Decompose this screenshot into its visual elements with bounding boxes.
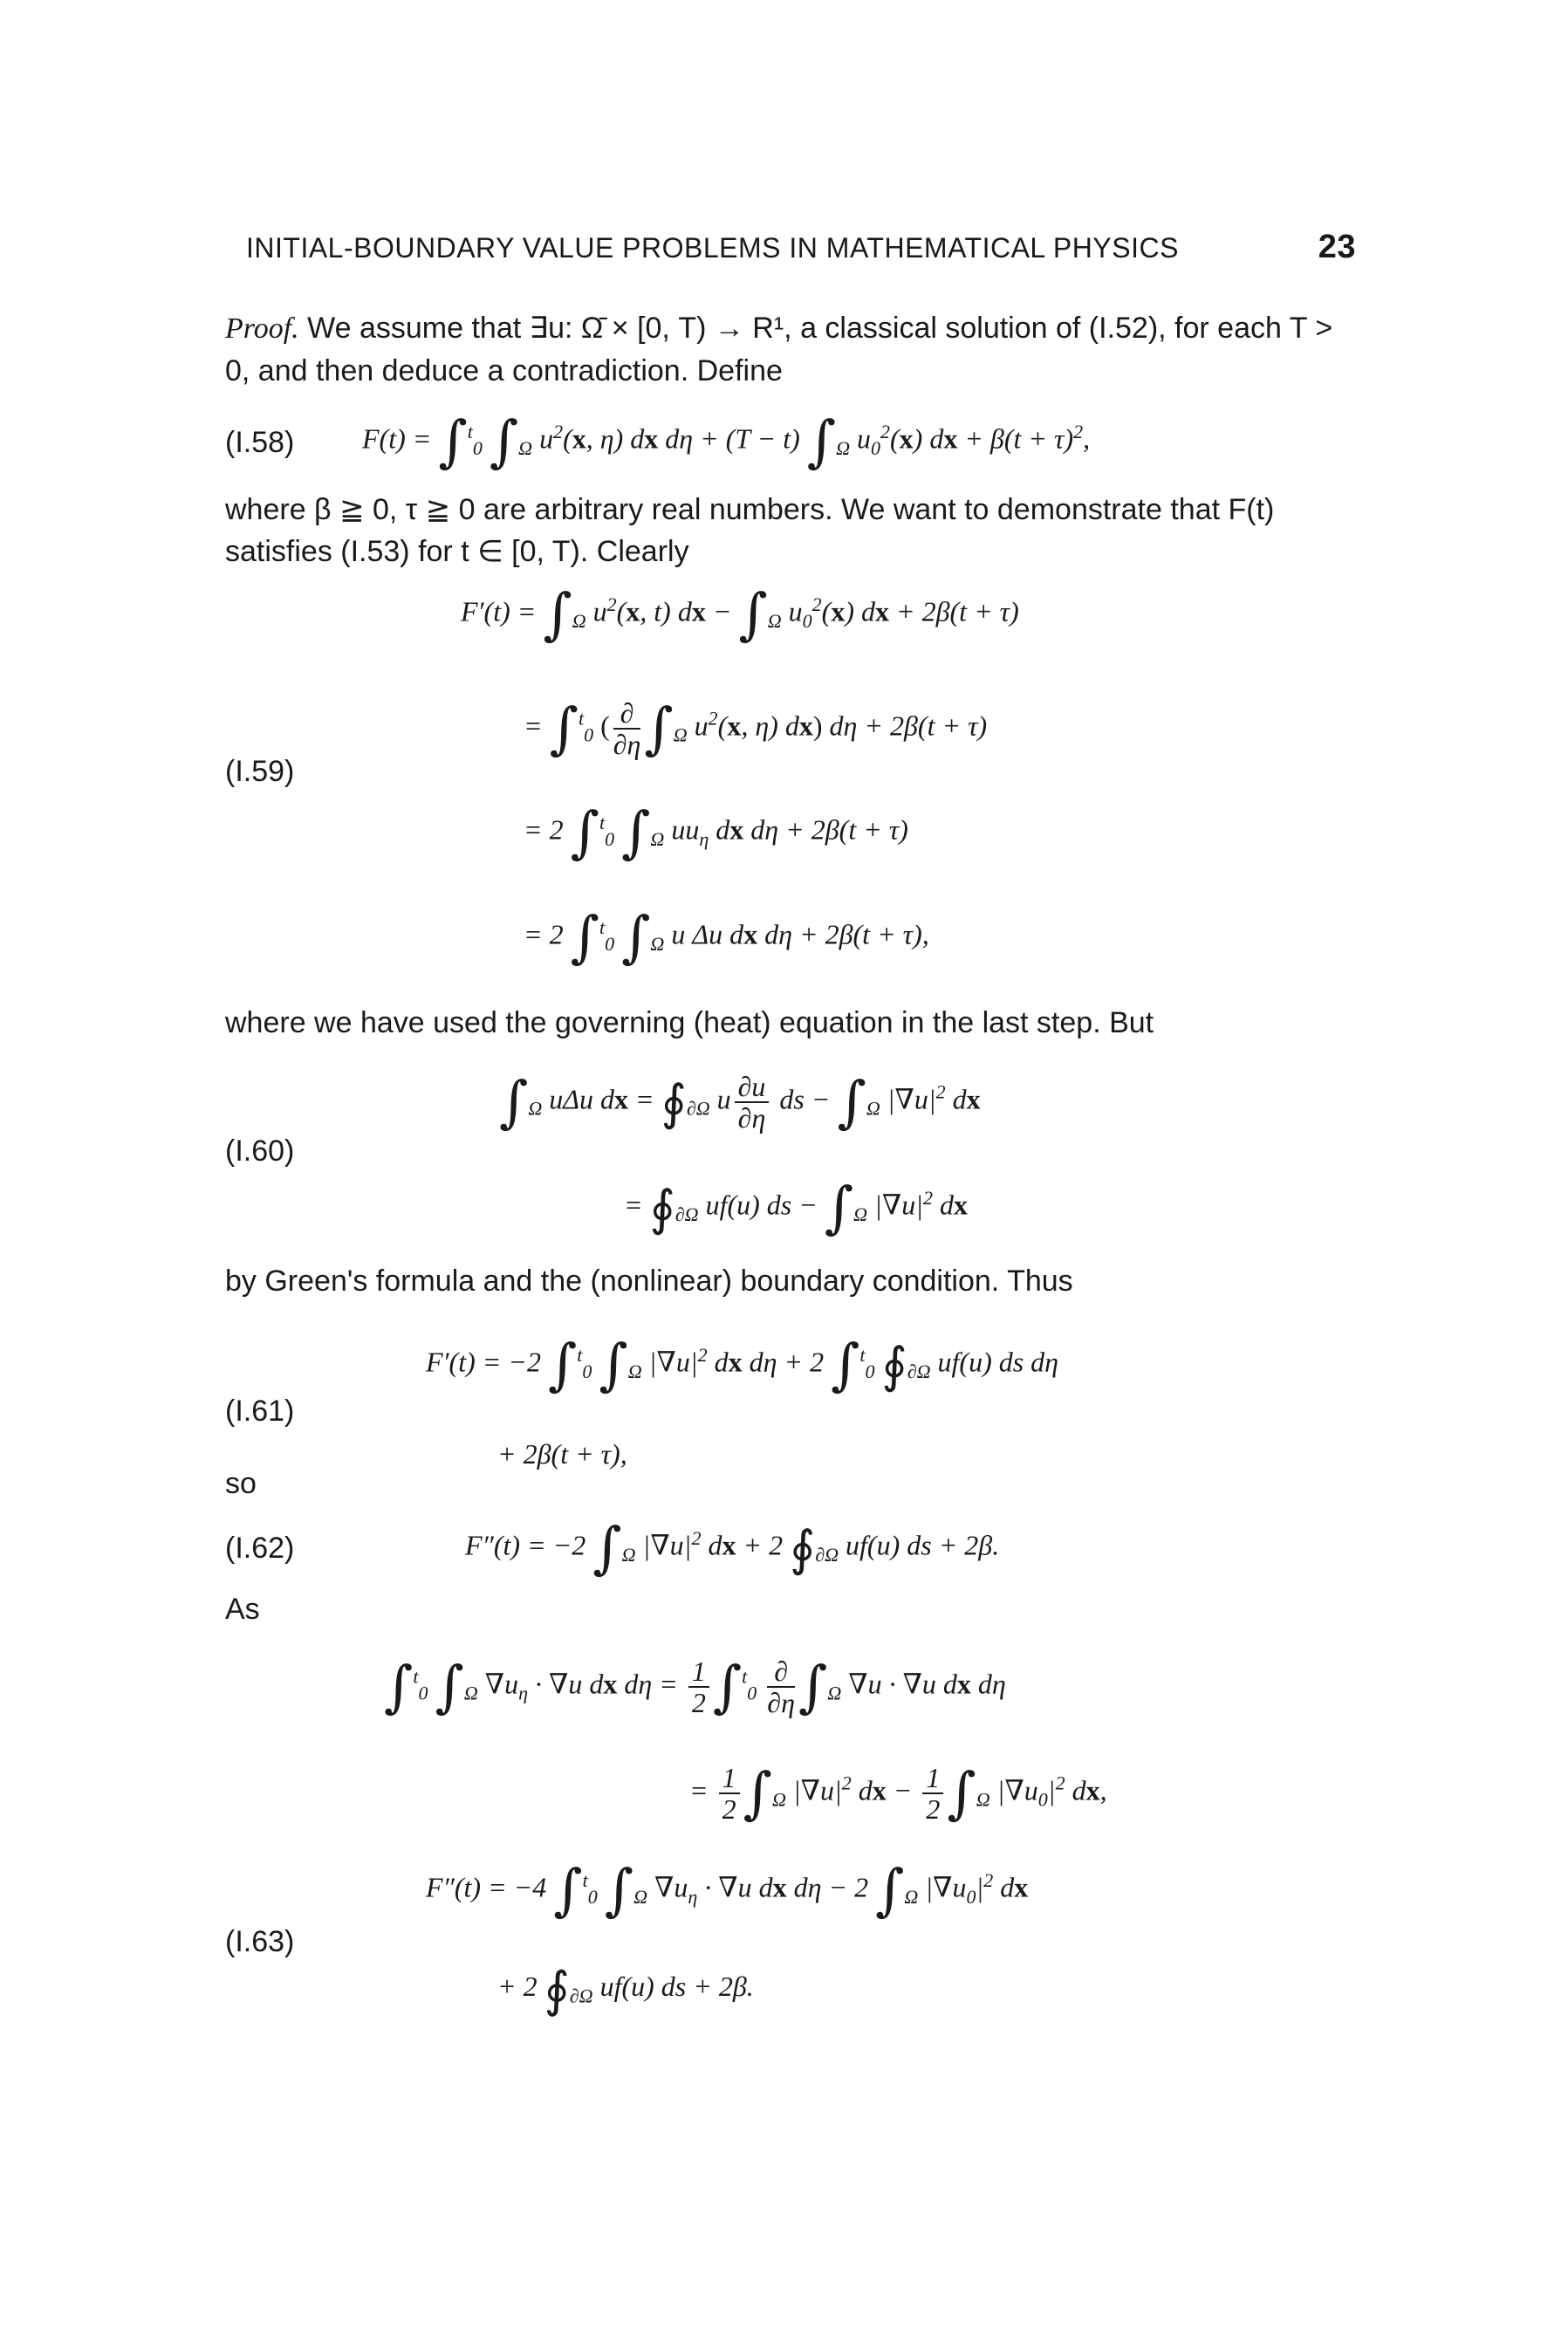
gradient-identity-line1: ∫$^t_0$ $\int_\Omega$ $\nabla u_\eta \cdot \nabla u$ dx dη = $\frac{1}{2}$ ∫$^t_0$ $\frac{\partial}{\partial\eta}$ $\int_\Omega$ ∇u · ∇u dx dη	[384, 1655, 1006, 1720]
after-160-paragraph: by Green's formula and the (nonlinear) boundary condition. Thus	[225, 1265, 1073, 1298]
proof-intro-text: We assume that ∃u: Ω̄ × [0, T) → R¹, a classical solution of (I.52), for each T > 0, and then deduce a contradiction. Define	[225, 312, 1333, 387]
equation-label-160: (I.60)	[225, 1134, 295, 1168]
equation-161-line2: + 2β(t + τ),	[497, 1438, 627, 1470]
equation-158: F(t) = ∫$^t_0$ $\int_\Omega$ $u^2(x$, η) dx dη + (T − t) $\int_\Omega$ $u_0^2(x)$ dx + $\beta(t + \tau)^2$,	[362, 409, 1091, 475]
equation-label-163: (I.63)	[225, 1925, 295, 1958]
page-number: 23	[1318, 229, 1356, 265]
equation-label-162: (I.62)	[225, 1532, 295, 1565]
running-header	[246, 229, 1372, 272]
gradient-identity-line2: = $\frac{1}{2}$ $\int_\Omega$ $|\nabla u|^2$ dx − $\frac{1}{2}$ $\int_\Omega$ $|\nabla u_0|^2$ dx,	[689, 1761, 1107, 1827]
equation-label-158: (I.58)	[225, 426, 295, 459]
equation-162: F″(t) = −2 $\int_\Omega$ $|\nabla u|^2$ dx + 2 $∮_{\partial\Omega}$ uf(u) ds + 2β.	[465, 1516, 1000, 1581]
equation-161-line1: F′(t) = −2 ∫$^t_0$ $\int_\Omega$ $|\nabla u|^2$ dx dη + 2 ∫$^t_0$ $∮_{\partial\Omega}$ uf(u) ds dη	[426, 1333, 1059, 1398]
equation-159-line3: = 2 ∫$^t_0$ $\int_\Omega$ $uu_\eta$ dx dη + 2β(t + τ)	[524, 800, 908, 866]
equation-label-159: (I.59)	[225, 755, 295, 788]
equation-159-line4: = 2 ∫$^t_0$ $\int_\Omega$ u Δu dx dη + 2β(t + τ),	[524, 905, 929, 970]
after-159-paragraph: where we have used the governing (heat) equation in the last step. But	[225, 1006, 1154, 1039]
equation-163-line1: F″(t) = −4 ∫$^t_0$ $\int_\Omega$ $\nabla u_\eta \cdot \nabla u$ dx dη − 2 $\int_\Omega$ $|\nabla u_0|^2$ dx	[426, 1858, 1029, 1923]
equation-163-line2: + 2 $∮_{\partial\Omega}$ uf(u) ds + 2β.	[497, 1962, 754, 2019]
equation-160-line1: $\int_\Omega$ uΔu dx = $∮_{\partial\Omega}$ u $\frac{\partial u}{\partial\eta}$ ds − $\int_\Omega$ $|\nabla u|^2$ dx	[499, 1070, 981, 1135]
equation-159-line1: $F'(t) = \int_\Omega$ $u^2(x$, t) dx − $\int_\Omega$ $u_0^2(x)$ dx + 2β(t + τ)	[461, 582, 1019, 648]
after-158-paragraph: where β ≧ 0, τ ≧ 0 are arbitrary real numbers. We want to demonstrate that F(t) satisfies (I.53) for t ∈ [0, T). Clearly	[225, 493, 1275, 568]
word-as: As	[225, 1593, 260, 1626]
proof-label: Proof.	[225, 312, 299, 345]
running-title: INITIAL-BOUNDARY VALUE PROBLEMS IN MATHEMATICAL PHYSICS	[246, 232, 1179, 264]
equation-label-161: (I.61)	[225, 1395, 295, 1428]
word-so: so	[225, 1467, 257, 1500]
equation-160-line2: = $∮_{\partial\Omega}$ uf(u) ds − $\int_\Omega$ $|\nabla u|^2$ dx	[624, 1176, 969, 1241]
proof-intro-paragraph	[225, 307, 1359, 392]
equation-159-line2: = ∫$^t_0$ ( $\frac{\partial}{\partial\eta}$ $\int_\Omega$ $u^2(x$, η) dx) dη + 2β(t + τ)	[524, 696, 988, 762]
